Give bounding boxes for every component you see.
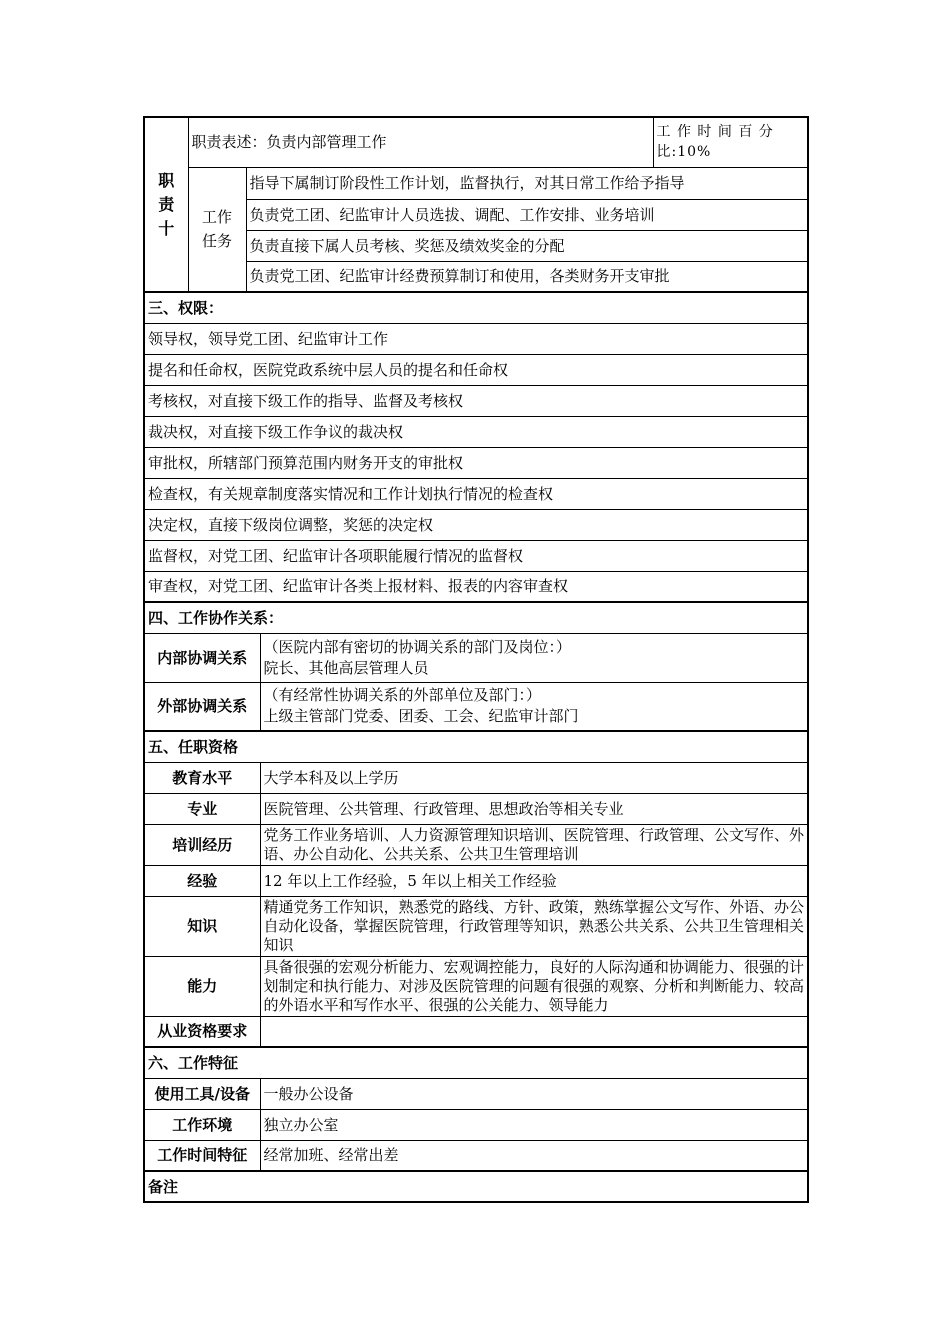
- qualification-label: 经验: [144, 865, 260, 896]
- qualification-row: [144, 896, 808, 956]
- authority-title: 三、权限：: [144, 292, 808, 323]
- remarks-row: [144, 1171, 808, 1202]
- authority-item: 审查权，对党工团、纪监审计各类上报材料、报表的内容审查权: [144, 571, 808, 602]
- qualification-value: 党务工作业务培训、人力资源管理知识培训、医院管理、行政管理、公文写作、外语、办公自动化、公共关系、公共卫生管理培训: [260, 824, 808, 865]
- authority-row: [144, 509, 808, 540]
- duty10-task-item: 负责直接下属人员考核、奖惩及绩效奖金的分配: [246, 230, 808, 261]
- remarks-title: 备注: [144, 1171, 808, 1202]
- qualification-row: [144, 762, 808, 793]
- authority-item: 考核权，对直接下级工作的指导、监督及考核权: [144, 385, 808, 416]
- internal-relations-label: 内部协调关系: [144, 633, 260, 682]
- qualification-value: [260, 1016, 808, 1047]
- duty10-task-item: 负责党工团、纪监审计人员选拔、调配、工作安排、业务培训: [246, 199, 808, 230]
- qualification-value: 12 年以上工作经验，5 年以上相关工作经验: [260, 865, 808, 896]
- authority-row: [144, 323, 808, 354]
- relations-header-row: [144, 602, 808, 633]
- authority-header-row: [144, 292, 808, 323]
- authority-row: [144, 447, 808, 478]
- qualification-row: [144, 793, 808, 824]
- authority-row: [144, 385, 808, 416]
- duty10-task-item: 负责党工团、纪监审计经费预算制订和使用，各类财务开支审批: [246, 261, 808, 292]
- qualification-value: 精通党务工作知识，熟悉党的路线、方针、政策，熟练掌握公文写作、外语、办公自动化设备，掌握医院管理，行政管理等知识，熟悉公共关系、公共卫生管理相关知识: [260, 896, 808, 956]
- internal-relations-row: [144, 633, 808, 682]
- feature-label: 工作时间特征: [144, 1140, 260, 1171]
- external-relations-value: [260, 682, 808, 731]
- qualification-row: [144, 956, 808, 1016]
- qualification-label: 能力: [144, 956, 260, 1016]
- qualification-label: 从业资格要求: [144, 1016, 260, 1047]
- duty10-statement-row: [144, 117, 808, 167]
- feature-row: [144, 1140, 808, 1171]
- duty10-label: 职 责 十: [144, 117, 188, 292]
- authority-row: [144, 478, 808, 509]
- duty10-task-row: [144, 167, 808, 199]
- authority-item: 决定权，直接下级岗位调整，奖惩的决定权: [144, 509, 808, 540]
- feature-value: 经常加班、经常出差: [260, 1140, 808, 1171]
- qualification-row: [144, 824, 808, 865]
- qualification-label: 教育水平: [144, 762, 260, 793]
- external-relations-row: [144, 682, 808, 731]
- feature-value: 独立办公室: [260, 1109, 808, 1140]
- external-relations-label: 外部协调关系: [144, 682, 260, 731]
- authority-row: [144, 354, 808, 385]
- authority-item: 检查权，有关规章制度落实情况和工作计划执行情况的检查权: [144, 478, 808, 509]
- external-relations-note: （有经常性协调关系的外部单位及部门：）: [263, 686, 542, 705]
- qualifications-title: 五、任职资格: [144, 731, 808, 762]
- internal-relations-note: （医院内部有密切的协调关系的部门及岗位：）: [263, 637, 572, 656]
- duty10-time-percent: 工 作 时 间 百 分 比:10%: [653, 117, 808, 167]
- internal-relations-text: 院长、其他高层管理人员: [263, 658, 429, 677]
- qualification-value: 具备很强的宏观分析能力、宏观调控能力，良好的人际沟通和协调能力、很强的计划制定和执行能力、对涉及医院管理的问题有很强的观察、分析和判断能力、较高的外语水平和写作水平、很强的公关能力、领导能力: [260, 956, 808, 1016]
- authority-row: [144, 571, 808, 602]
- relations-title: 四、工作协作关系：: [144, 602, 808, 633]
- authority-item: 提名和任命权，医院党政系统中层人员的提名和任命权: [144, 354, 808, 385]
- qualification-row: [144, 865, 808, 896]
- feature-row: [144, 1078, 808, 1109]
- features-header-row: [144, 1047, 808, 1078]
- qualification-value: 大学本科及以上学历: [260, 762, 808, 793]
- job-description-table: [143, 116, 809, 1203]
- job-description-table-wrapper: [143, 116, 807, 1203]
- external-relations-text: 上级主管部门党委、团委、工会、纪监审计部门: [263, 707, 579, 726]
- features-title: 六、工作特征: [144, 1047, 808, 1078]
- authority-item: 领导权，领导党工团、纪监审计工作: [144, 323, 808, 354]
- internal-relations-value: [260, 633, 808, 682]
- feature-label: 使用工具/设备: [144, 1078, 260, 1109]
- feature-label: 工作环境: [144, 1109, 260, 1140]
- qualification-value: 医院管理、公共管理、行政管理、思想政治等相关专业: [260, 793, 808, 824]
- qualification-label: 培训经历: [144, 824, 260, 865]
- authority-item: 监督权，对党工团、纪监审计各项职能履行情况的监督权: [144, 540, 808, 571]
- feature-value: 一般办公设备: [260, 1078, 808, 1109]
- authority-item: 审批权，所辖部门预算范围内财务开支的审批权: [144, 447, 808, 478]
- duty10-task-label: 工作 任务: [188, 167, 246, 292]
- authority-row: [144, 540, 808, 571]
- authority-item: 裁决权，对直接下级工作争议的裁决权: [144, 416, 808, 447]
- qualification-row: [144, 1016, 808, 1047]
- duty10-statement: 职责表述：负责内部管理工作: [188, 117, 653, 167]
- duty10-task-item: 指导下属制订阶段性工作计划，监督执行，对其日常工作给予指导: [246, 167, 808, 199]
- feature-row: [144, 1109, 808, 1140]
- qualification-label: 知识: [144, 896, 260, 956]
- qualifications-header-row: [144, 731, 808, 762]
- authority-row: [144, 416, 808, 447]
- qualification-label: 专业: [144, 793, 260, 824]
